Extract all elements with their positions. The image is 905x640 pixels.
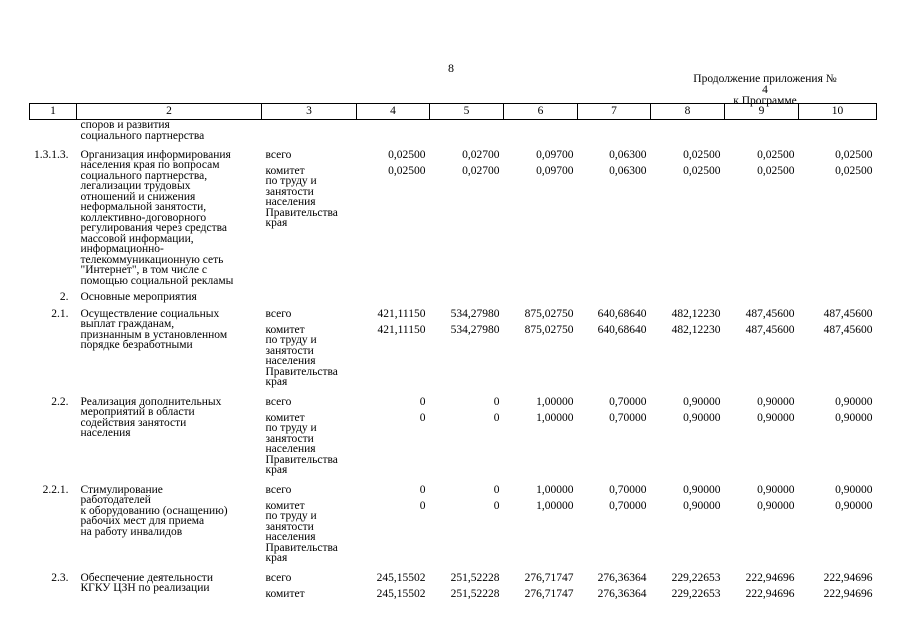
- value-cell: 0: [419, 411, 426, 424]
- empty-cell: [725, 292, 799, 309]
- value-cell: 0,02500: [757, 148, 795, 161]
- value-cell: 276,36364: [597, 587, 647, 600]
- row-source: всего: [265, 571, 292, 584]
- row-source: комитет по труду и занятости населения Правительства края: [265, 323, 338, 388]
- value-cell: 0: [493, 483, 500, 496]
- value-cell: 482,12230: [671, 307, 721, 320]
- table-row: [30, 485, 877, 501]
- row-name: Обеспечение деятельности КГКУ ЦЗН по реализации: [80, 571, 213, 594]
- row-code: 2.3.: [51, 571, 69, 584]
- value-cell: 276,36364: [597, 571, 647, 584]
- value-cell: 0,02500: [835, 164, 873, 177]
- row-name: Стимулирование работодателей к оборудованию (оснащению) рабочих мест для приема на работу инвалидов: [80, 483, 228, 538]
- value-cell: 0,90000: [683, 499, 721, 512]
- row-code: 2.1.: [51, 307, 69, 320]
- header-cell: 4: [357, 104, 430, 120]
- value-cell: 0,90000: [683, 483, 721, 496]
- value-cell: 0,90000: [757, 395, 795, 408]
- value-cell: 0,06300: [609, 148, 647, 161]
- value-cell: 0,09700: [536, 148, 574, 161]
- value-cell: 1,00000: [536, 395, 574, 408]
- empty-cell: [262, 120, 357, 150]
- value-cell: 482,12230: [671, 323, 721, 336]
- row-code: 2.2.1.: [42, 483, 69, 496]
- value-cell: 0,70000: [609, 395, 647, 408]
- value-cell: 487,45600: [823, 323, 873, 336]
- value-cell: 534,27980: [450, 307, 500, 320]
- value-cell: 251,52228: [450, 571, 500, 584]
- value-cell: 245,15502: [376, 571, 426, 584]
- value-cell: 229,22653: [671, 587, 721, 600]
- value-cell: 487,45600: [745, 323, 795, 336]
- table-row: [30, 573, 877, 589]
- row-name: споров и развития социального партнерства: [80, 119, 205, 142]
- empty-cell: [430, 120, 504, 150]
- empty-cell: [651, 120, 725, 150]
- row-source: комитет по труду и занятости населения Правительства края: [265, 164, 338, 229]
- empty-cell: [799, 120, 877, 150]
- row-source: комитет: [265, 587, 305, 600]
- value-cell: 0,02500: [388, 164, 426, 177]
- value-cell: 421,11150: [377, 307, 426, 320]
- empty-cell: [357, 292, 430, 309]
- value-cell: 245,15502: [376, 587, 426, 600]
- value-cell: 222,94696: [823, 587, 873, 600]
- value-cell: 1,00000: [536, 499, 574, 512]
- table-row: [30, 397, 877, 413]
- row-code: 1.3.1.3.: [34, 148, 69, 161]
- value-cell: 0,90000: [757, 411, 795, 424]
- empty-cell: [799, 292, 877, 309]
- appendix-line-2: к Программе: [733, 95, 797, 107]
- value-cell: 0,02500: [683, 148, 721, 161]
- value-cell: 487,45600: [823, 307, 873, 320]
- empty-cell: [578, 292, 651, 309]
- value-cell: 0: [493, 395, 500, 408]
- row-source: всего: [265, 483, 292, 496]
- value-cell: 0,90000: [835, 483, 873, 496]
- value-cell: 0,02500: [757, 164, 795, 177]
- value-cell: 0,70000: [609, 411, 647, 424]
- value-cell: 487,45600: [745, 307, 795, 320]
- value-cell: 222,94696: [745, 571, 795, 584]
- page-number: 8: [448, 61, 454, 75]
- value-cell: 0,06300: [609, 164, 647, 177]
- header-cell: 8: [651, 104, 725, 120]
- value-cell: 0,90000: [757, 483, 795, 496]
- row-source: всего: [265, 395, 292, 408]
- row-source: всего: [265, 307, 292, 320]
- header-cell: 1: [30, 104, 77, 120]
- value-cell: 0,09700: [536, 164, 574, 177]
- value-cell: 276,71747: [524, 571, 574, 584]
- value-cell: 640,68640: [597, 323, 647, 336]
- empty-cell: [578, 120, 651, 150]
- empty-cell: [430, 292, 504, 309]
- value-cell: 222,94696: [745, 587, 795, 600]
- row-name: Осуществление социальных выплат гражданам, признанным в установленном порядке безработными: [80, 307, 228, 351]
- empty-cell: [725, 120, 799, 150]
- value-cell: 276,71747: [524, 587, 574, 600]
- value-cell: 0: [419, 395, 426, 408]
- header-cell: 6: [504, 104, 578, 120]
- empty-cell: [262, 292, 357, 309]
- table-row: [30, 120, 877, 150]
- row-name: Реализация дополнительных мероприятий в области содействия занятости населения: [80, 395, 222, 439]
- value-cell: 1,00000: [536, 411, 574, 424]
- value-cell: 875,02750: [524, 307, 574, 320]
- empty-cell: [357, 120, 430, 150]
- value-cell: 251,52228: [450, 587, 500, 600]
- value-cell: 0,90000: [835, 395, 873, 408]
- row-code: 2.: [59, 290, 69, 303]
- header-cell: 7: [578, 104, 651, 120]
- row-name: Организация информирования населения края по вопросам социального партнерства, легализации трудовых отношений и снижения неформальной занятости, коллективно-договорного регулирования через средства массовой информации, информационно- телекоммуникационную сеть "Интернет", в том числе с помощью социальной рекламы: [80, 148, 234, 287]
- row-source: всего: [265, 148, 292, 161]
- value-cell: 0: [419, 499, 426, 512]
- table-row: [30, 309, 877, 325]
- value-cell: 0: [493, 499, 500, 512]
- value-cell: 0,90000: [683, 395, 721, 408]
- value-cell: 0,02500: [835, 148, 873, 161]
- header-cell: 2: [77, 104, 262, 120]
- value-cell: 0: [493, 411, 500, 424]
- empty-cell: [504, 120, 578, 150]
- value-cell: 0: [419, 483, 426, 496]
- empty-cell: [651, 292, 725, 309]
- value-cell: 0,70000: [609, 499, 647, 512]
- value-cell: 0,90000: [835, 411, 873, 424]
- row-name: Основные мероприятия: [80, 290, 197, 303]
- appendix-line-1: Продолжение приложения № 4: [693, 73, 837, 96]
- table-row: [30, 292, 877, 309]
- header-cell: 9: [725, 104, 799, 120]
- value-cell: 534,27980: [450, 323, 500, 336]
- table-row: [30, 150, 877, 166]
- value-cell: 421,11150: [377, 323, 426, 336]
- header-cell: 10: [799, 104, 877, 120]
- row-code: [30, 120, 77, 150]
- header-cell: 3: [262, 104, 357, 120]
- empty-cell: [504, 292, 578, 309]
- row-source: комитет по труду и занятости населения Правительства края: [265, 499, 338, 564]
- program-table: [29, 103, 877, 603]
- value-cell: 222,94696: [823, 571, 873, 584]
- value-cell: 0,02700: [462, 148, 500, 161]
- header-cell: 5: [430, 104, 504, 120]
- value-cell: 229,22653: [671, 571, 721, 584]
- value-cell: 0,02700: [462, 164, 500, 177]
- value-cell: 640,68640: [597, 307, 647, 320]
- value-cell: 0,70000: [609, 483, 647, 496]
- value-cell: 0,90000: [757, 499, 795, 512]
- value-cell: 0,90000: [683, 411, 721, 424]
- value-cell: 875,02750: [524, 323, 574, 336]
- value-cell: 0,02500: [683, 164, 721, 177]
- value-cell: 0,02500: [388, 148, 426, 161]
- value-cell: 1,00000: [536, 483, 574, 496]
- row-code: 2.2.: [51, 395, 69, 408]
- header-row: [30, 104, 877, 120]
- value-cell: 0,90000: [835, 499, 873, 512]
- row-source: комитет по труду и занятости населения Правительства края: [265, 411, 338, 476]
